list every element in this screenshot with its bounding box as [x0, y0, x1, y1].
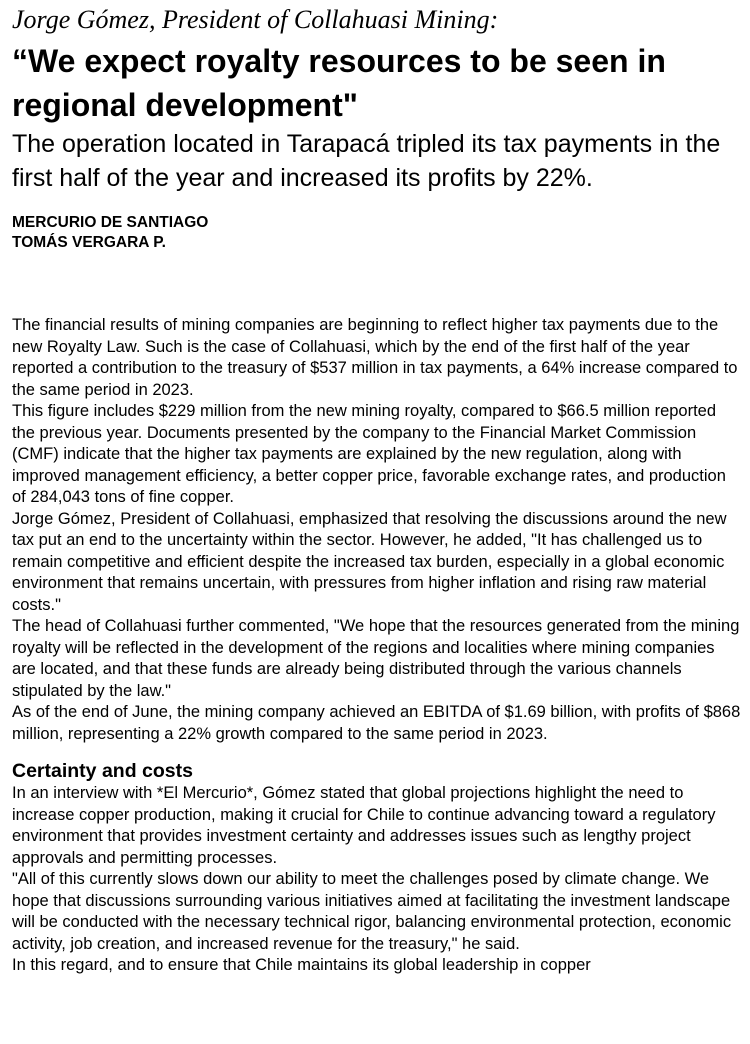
body-paragraph: As of the end of June, the mining company achieved an EBITDA of $1.69 billion, with profits of $868 million, representing a 22% growth compared to the same period in 2023. — [12, 703, 741, 743]
body-paragraph: In an interview with *El Mercurio*, Gómez stated that global projections highlight the need to increase copper production, making it crucial for Chile to continue advancing toward a regulatory environment that provides investment certainty and addresses issues such as lengthy project approvals and permitting processes. — [12, 784, 716, 867]
article-body — [12, 315, 742, 745]
body-paragraph: The financial results of mining companies are beginning to reflect higher tax payments due to the new Royalty Law. Such is the case of Collahuasi, which by the end of the first half of the year reported a contribution to the treasury of $537 million in tax payments, a 64% increase compared to the same period in 2023. — [12, 316, 738, 399]
article-headline: “We expect royalty resources to be seen in regional development" — [12, 43, 666, 123]
article-body-section-2 — [12, 783, 742, 977]
byline — [12, 213, 742, 253]
section-subhead: Certainty and costs — [12, 760, 193, 782]
article — [12, 0, 742, 977]
body-paragraph: This figure includes $229 million from the new mining royalty, compared to $66.5 million reported the previous year. Documents presented by the company to the Financial Market Commission (CMF) indicate that the higher tax payments are explained by the new regulation, along with improved management efficiency, a better copper price, favorable exchange rates, and production of 284,043 tons of fine copper. — [12, 402, 726, 506]
byline-author: TOMÁS VERGARA P. — [12, 234, 166, 251]
article-kicker: Jorge Gómez, President of Collahuasi Mining: — [12, 5, 499, 34]
body-paragraph: "All of this currently slows down our ability to meet the challenges posed by climate change. We hope that discussions surrounding various initiatives aimed at facilitating the investment landscape will be conducted with the necessary technical rigor, balancing environmental protection, economic activity, job creation, and increased revenue for the treasury," he said. — [12, 870, 732, 953]
body-paragraph: In this regard, and to ensure that Chile maintains its global leadership in copper — [12, 956, 591, 974]
body-paragraph: The head of Collahuasi further commented, "We hope that the resources generated from the mining royalty will be reflected in the development of the regions and localities where mining companies are located, and that these funds are already being distributed through the various channels stipulated by the law." — [12, 617, 740, 700]
article-deck: The operation located in Tarapacá tripled its tax payments in the first half of the year and increased its profits by 22%. — [12, 130, 721, 192]
body-paragraph: Jorge Gómez, President of Collahuasi, emphasized that resolving the discussions around the new tax put an end to the uncertainty within the sector. However, he added, "It has challenged us to remain competitive and efficient despite the increased tax burden, especially in a global economic environment that remains uncertain, with pressures from higher inflation and rising raw material costs." — [12, 509, 727, 614]
byline-source: MERCURIO DE SANTIAGO — [12, 214, 209, 231]
